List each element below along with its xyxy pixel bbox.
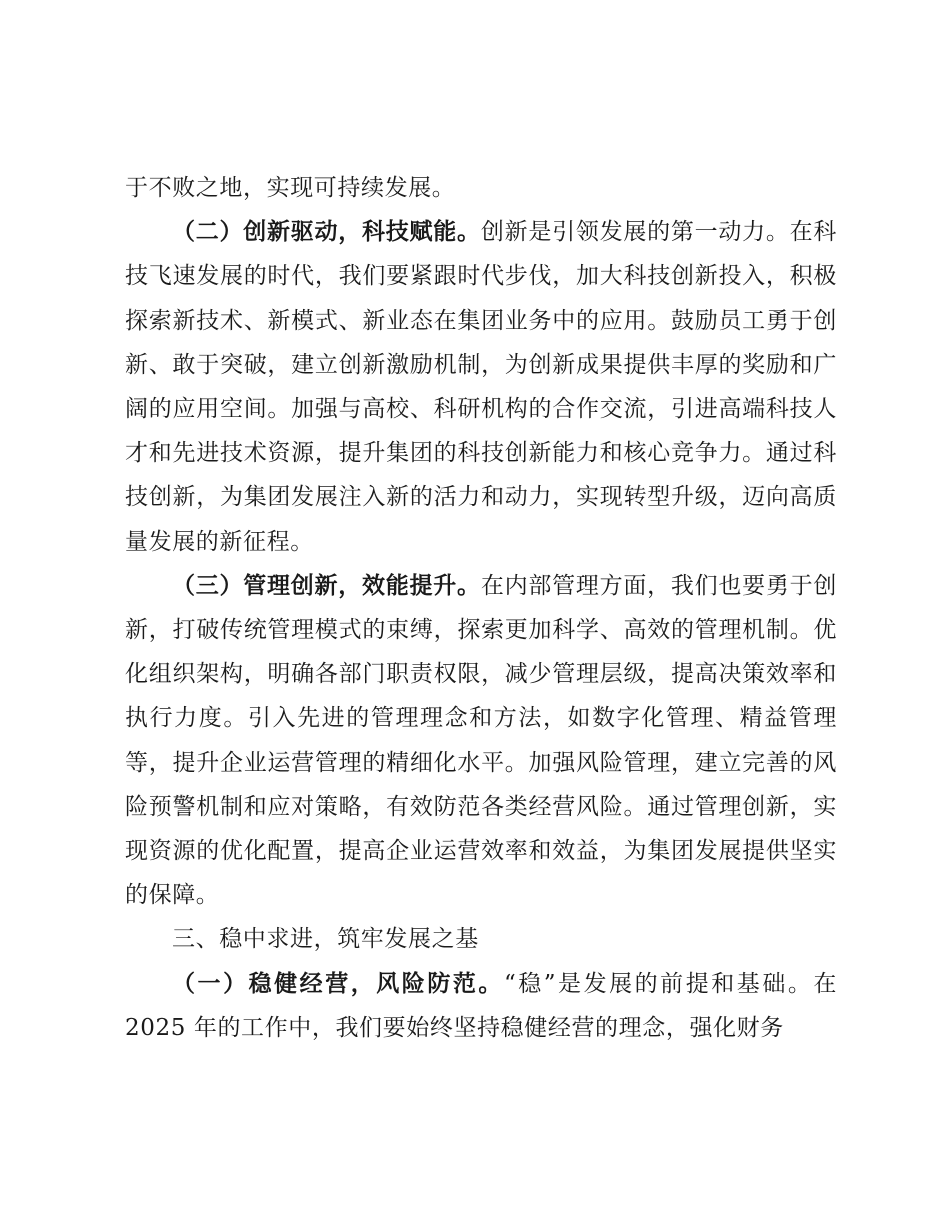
paragraph-lead-tech-innovation: （二）创新驱动，科技赋能。 — [172, 219, 481, 246]
paragraph-lead-stable-operation: （一）稳健经营，风险防范。 — [172, 970, 504, 997]
paragraph-body-management-innovation: 在内部管理方面，我们也要勇于创新，打破传统管理模式的束缚，探索更加科学、高效的管理机制。优化组织架构，明确各部门职责权限，减少管理层级，提高决策效率和执行力度。引入先进的管理理念和方法，如数字化管理、精益管理等，提升企业运营管理的精细化水平。加强风险管理，建立完善的风险预警机制和应对策略，有效防范各类经营风险。通过管理创新，实现资源的优化配置，提高企业运营效率和效益，为集团发展提供坚实的保障。 — [125, 572, 837, 909]
paragraph-body-stable-operation: “稳”是发展的前提和基础。在 2025 年的工作中，我们要始终坚持稳健经营的理念，强化财务 — [125, 970, 837, 1041]
paragraph-continuation: 于不败之地，实现可持续发展。 — [125, 175, 456, 201]
document-body — [125, 166, 837, 1050]
section-heading-three: 三、稳中求进，筑牢发展之基 — [172, 926, 479, 953]
paragraph-stable-operation — [125, 962, 837, 1050]
paragraph-tech-innovation — [125, 210, 837, 564]
paragraph-lead-management-innovation: （三）管理创新，效能提升。 — [172, 572, 481, 599]
paragraph-management-innovation — [125, 564, 837, 918]
paragraph-body-tech-innovation: 创新是引领发展的第一动力。在科技飞速发展的时代，我们要紧跟时代步伐，加大科技创新投入，积极探索新技术、新模式、新业态在集团业务中的应用。鼓励员工勇于创新、敢于突破，建立创新激励机制，为创新成果提供丰厚的奖励和广阔的应用空间。加强与高校、科研机构的合作交流，引进高端科技人才和先进技术资源，提升集团的科技创新能力和核心竞争力。通过科技创新，为集团发展注入新的活力和动力，实现转型升级，迈向高质量发展的新征程。 — [125, 219, 837, 555]
